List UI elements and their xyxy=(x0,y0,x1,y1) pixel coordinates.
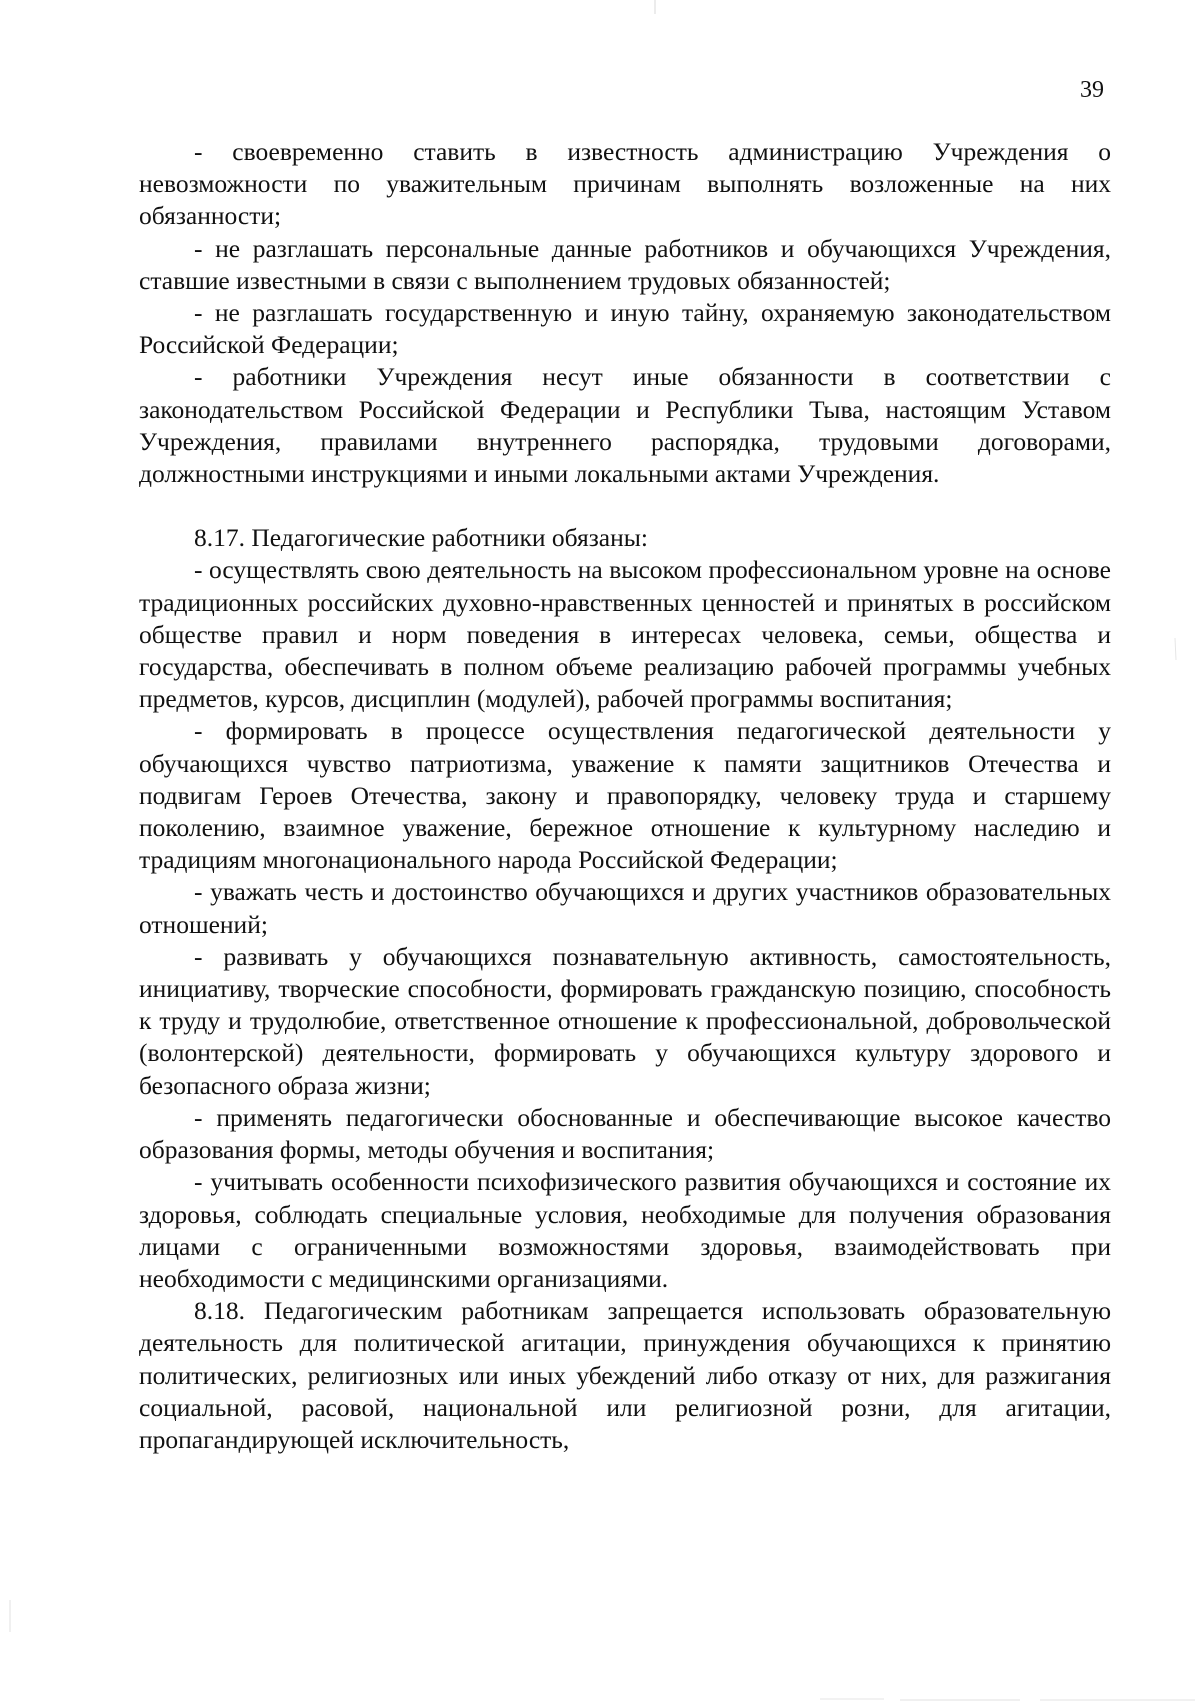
paragraph: - формировать в процессе осуществления педагогической деятельности у обучающихся чувство патриотизма, уважение к памяти защитников Отечества и подвигам Героев Отечества, закону и правопорядку, человеку труда и старшему поколению, взаимное уважение, бережное отношение к культурному наследию и традициям многонационального народа Российской Федерации; xyxy=(139,716,1111,875)
paragraph: - уважать честь и достоинство обучающихся и других участников образовательных отношений; xyxy=(139,877,1111,939)
paragraph: - работники Учреждения несут иные обязанности в соответствии с законодательством Российской Федерации и Республики Тыва, настоящим Уставом Учреждения, правилами внутреннего распорядка, трудовыми договорами, должностными инструкциями и иными локальными актами Учреждения. xyxy=(139,362,1111,489)
paragraph: - не разглашать государственную и иную тайну, охраняемую законодательством Российской Федерации; xyxy=(139,298,1111,360)
paragraph-spacer xyxy=(139,490,1111,522)
paragraph: - осуществлять свою деятельность на высоком профессиональном уровне на основе традиционных российских духовно-нравственных ценностей и принятых в российском обществе правил и норм поведения в интересах человека, семьи, общества и государства, обеспечивать в полном объеме реализацию рабочей программы учебных предметов, курсов, дисциплин (модулей), рабочей программы воспитания; xyxy=(139,555,1111,714)
paragraph: - не разглашать персональные данные работников и обучающихся Учреждения, ставшие известными в связи с выполнением трудовых обязанностей; xyxy=(139,233,1111,295)
page-number: 39 xyxy=(1080,77,1104,103)
section-heading: 8.17. Педагогические работники обязаны: xyxy=(194,523,648,553)
paragraph: - применять педагогически обоснованные и обеспечивающие высокое качество образования формы, методы обучения и воспитания; xyxy=(139,1102,1111,1165)
paragraph: - развивать у обучающихся познавательную активность, самостоятельность, инициативу, творческие способности, формировать гражданскую позицию, способность к труду и трудолюбие, ответственное отношение к профессиональной, добровольческой (волонтерской) деятельности, формировать у обучающихся культуру здорового и безопасного образа жизни; xyxy=(139,941,1111,1100)
paragraph: - учитывать особенности психофизического развития обучающихся и состояние их здоровья, соблюдать специальные условия, необходимые для получения образования лицами с ограниченными возможностями здоровья, взаимодействовать при необходимости с медицинскими организациями. xyxy=(139,1167,1111,1293)
paragraph: - своевременно ставить в известность администрацию Учреждения о невозможности по уважительным причинам выполнять возложенные на них обязанности; xyxy=(139,137,1111,231)
paragraph: 8.18. Педагогическим работникам запрещается использовать образовательную деятельность для политической агитации, принуждения обучающихся к принятию политических, религиозных или иных убеждений либо отказу от них, для разжигания социальной, расовой, национальной или религиозной розни, для агитации, пропагандирующей исключительность, xyxy=(139,1296,1111,1454)
document-body xyxy=(139,136,1111,1456)
